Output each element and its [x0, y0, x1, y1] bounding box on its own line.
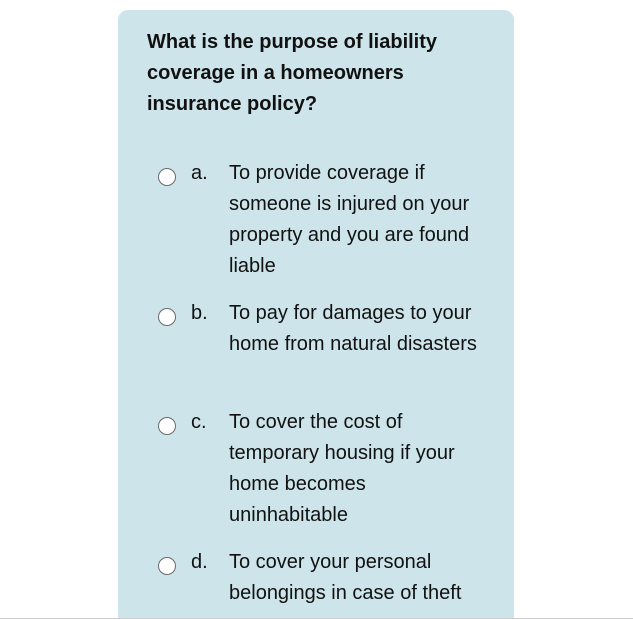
option-a-label[interactable]: To provide coverage if someone is injured on your property and you are found liable	[229, 162, 470, 277]
option-d-letter: d.	[191, 551, 208, 573]
option-a-radio[interactable]	[158, 168, 176, 186]
option-b-letter: b.	[191, 302, 208, 324]
option-a-letter: a.	[191, 162, 208, 184]
option-d-label[interactable]: To cover your personal belongings in case of theft	[229, 551, 462, 604]
option-c-label[interactable]: To cover the cost of temporary housing if your home becomes uninhabitable	[229, 411, 455, 526]
option-c-radio[interactable]	[158, 417, 176, 435]
question-text: What is the purpose of liability coverage in a homeowners insurance policy?	[147, 31, 438, 115]
option-d-radio[interactable]	[158, 557, 176, 575]
option-c-letter: c.	[191, 411, 207, 433]
option-b-radio[interactable]	[158, 308, 176, 326]
option-b-label[interactable]: To pay for damages to your home from natural disasters	[229, 302, 477, 355]
